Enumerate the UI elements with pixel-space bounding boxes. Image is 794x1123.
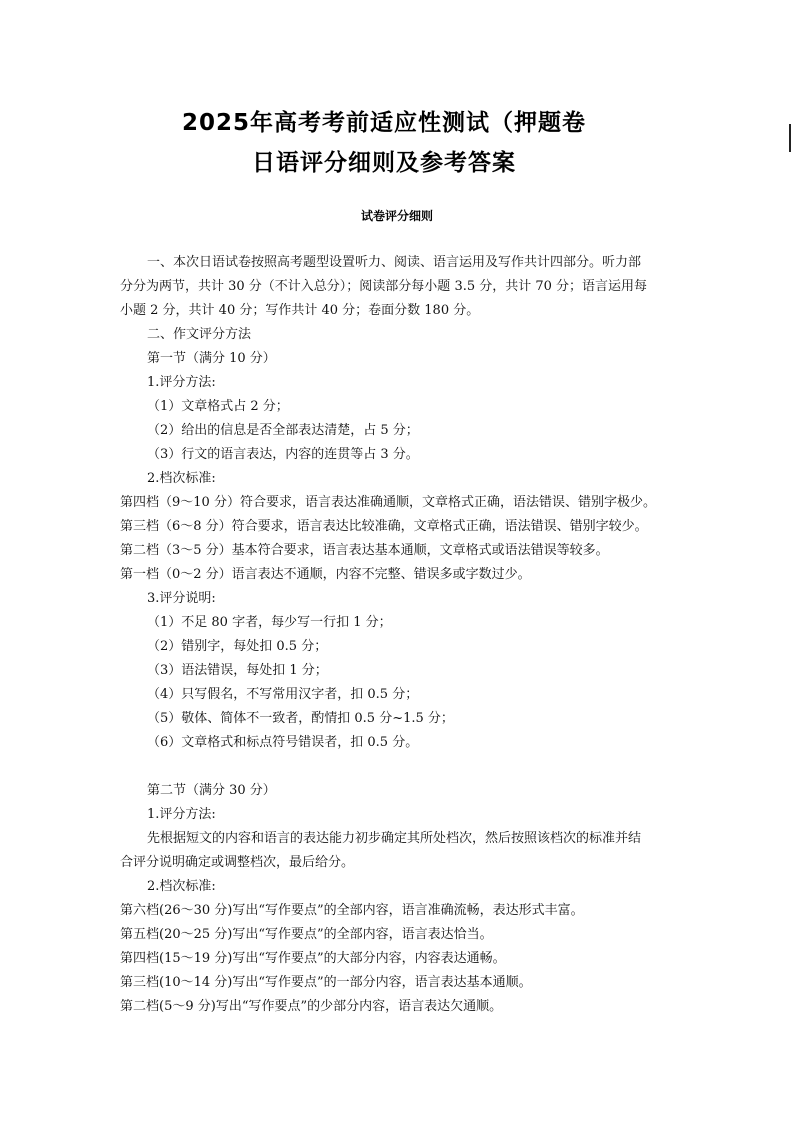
part1-grade-heading: 2.档次标准: [147, 471, 216, 486]
part2-method-heading: 1.评分方法: [147, 807, 216, 822]
edge-bracket-mark [789, 124, 791, 152]
document-title-line1: 2025年高考考前适应性测试（押题卷 [181, 110, 586, 136]
part2-grade-line: 第六档(26～30 分)写出“写作要点”的全部内容，语言准确流畅，表达形式丰富。 [120, 903, 584, 918]
document-subtitle: 试卷评分细则 [360, 209, 433, 223]
part2-grade-line: 第四档(15～19 分)写出“写作要点”的大部分内容，内容表达通畅。 [120, 951, 506, 966]
part2-grade-heading: 2.档次标准: [147, 879, 216, 894]
part1-heading: 第一节（满分 10 分） [147, 351, 276, 366]
part2-grade-line: 第二档(5～9 分)写出“写作要点”的少部分内容，语言表达欠通顺。 [120, 999, 503, 1014]
part1-grade-line: 第四档（9～10 分）符合要求，语言表达准确通顺，文章格式正确，语法错误、错别字极少。 [120, 495, 656, 510]
part1-grade-line: 第二档（3～5 分）基本符合要求，语言表达基本通顺，文章格式或语法错误等较多。 [120, 543, 609, 558]
intro-line-2: 分分为两节，共计 30 分（不计入总分）；阅读部分每小题 3.5 分，共计 70 分；语言运用每 [120, 279, 648, 294]
part2-grade-line: 第三档(10～14 分)写出“写作要点”的一部分内容，语言表达基本通顺。 [120, 975, 532, 990]
part1-method-item: （1）文章格式占 2 分； [147, 399, 289, 414]
part1-grade-line: 第三档（6～8 分）符合要求，语言表达比较准确，文章格式正确，语法错误、错别字较少。 [120, 519, 648, 534]
part1-grade-line: 第一档（0～2 分）语言表达不通顺，内容不完整、错误多或字数过少。 [120, 567, 531, 582]
part1-note-item: （3）语法错误，每处扣 1 分； [147, 663, 328, 678]
intro-line-1: 一、本次日语试卷按照高考题型设置听力、阅读、语言运用及写作共计四部分。听力部 [147, 255, 642, 270]
part1-note-item: （1）不足 80 字者，每少写一行扣 1 分； [147, 615, 392, 630]
part1-note-item: （2）错别字，每处扣 0.5 分； [147, 639, 328, 654]
part1-method-item: （3）行文的语言表达，内容的连贯等占 3 分。 [147, 447, 419, 462]
part2-method-text: 先根据短文的内容和语言的表达能力初步确定其所处档次，然后按照该档次的标准并结 [147, 831, 642, 846]
section2-heading: 二、作文评分方法 [147, 327, 252, 342]
part1-note-heading: 3.评分说明: [147, 591, 216, 606]
part2-heading: 第二节（满分 30 分） [147, 783, 276, 798]
part1-note-item: （5）敬体、简体不一致者，酌情扣 0.5 分~1.5 分； [147, 711, 454, 726]
part1-method-item: （2）给出的信息是否全部表达清楚，占 5 分； [147, 423, 419, 438]
part2-grade-line: 第五档(20～25 分)写出“写作要点”的全部内容，语言表达恰当。 [120, 927, 493, 942]
intro-line-3: 小题 2 分，共计 40 分；写作共计 40 分；卷面分数 180 分。 [120, 303, 480, 318]
part1-method-heading: 1.评分方法: [147, 375, 216, 390]
part1-note-item: （6）文章格式和标点符号错误者，扣 0.5 分。 [147, 735, 419, 750]
part1-note-item: （4）只写假名，不写常用汉字者，扣 0.5 分； [147, 687, 419, 702]
document-title-line2: 日语评分细则及参考答案 [252, 150, 516, 176]
part2-method-text: 合评分说明确定或调整档次，最后给分。 [120, 855, 355, 870]
